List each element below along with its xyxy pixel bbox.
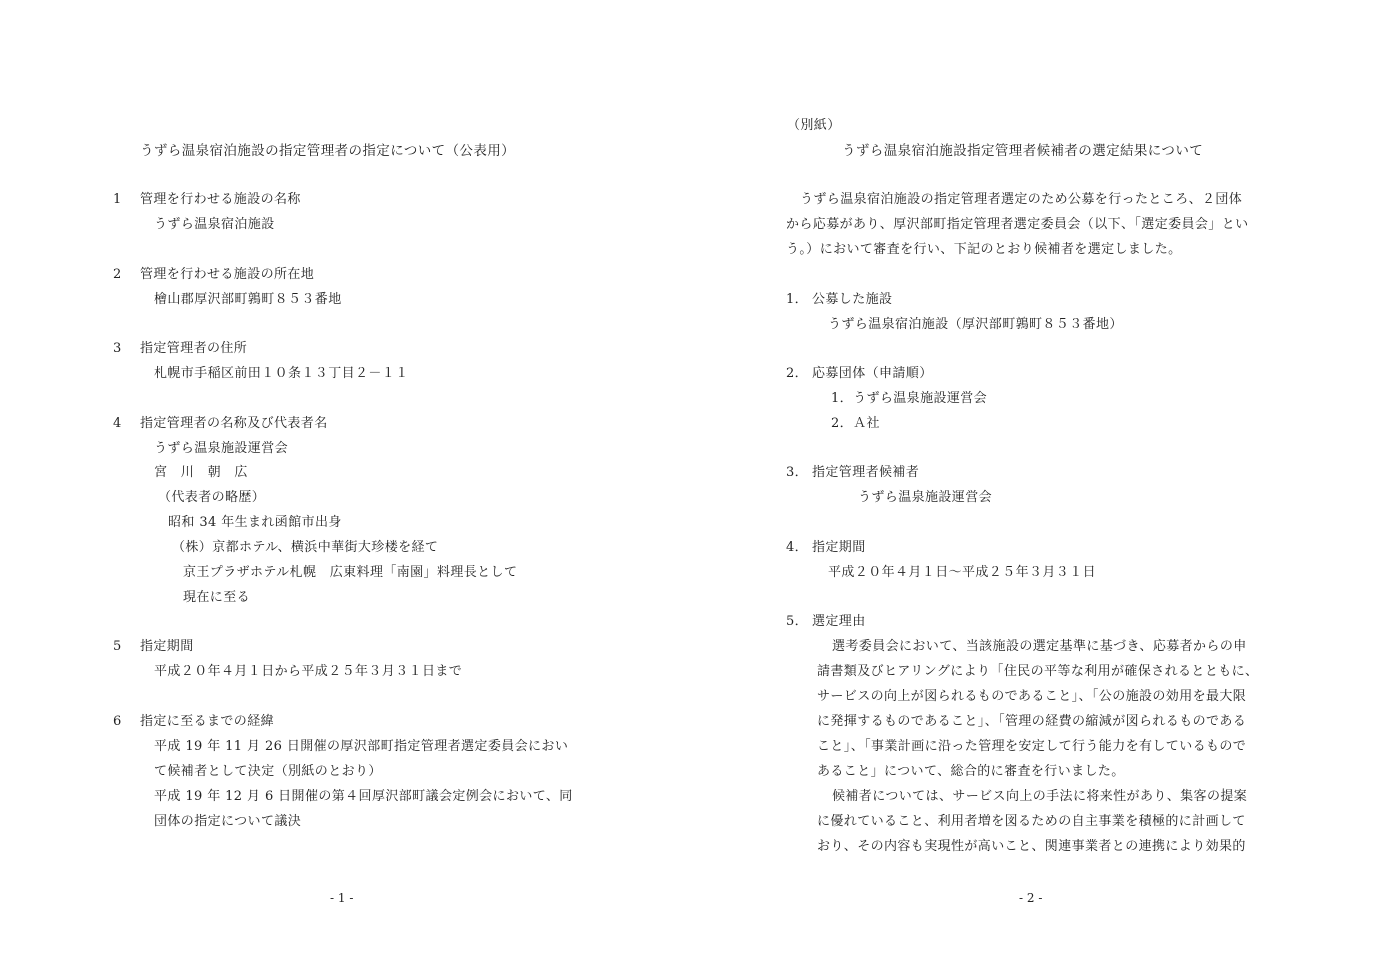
section-2-heading: 応募団体（申請順） — [812, 366, 933, 381]
attachment-label: （別紙） — [787, 118, 841, 133]
section-4-heading: 指定管理者の名称及び代表者名 — [140, 416, 328, 431]
page-1-title: うずら温泉宿泊施設の指定管理者の指定について（公表用） — [140, 143, 516, 159]
section-2-line: 2．Ａ社 — [831, 416, 880, 431]
intro-line: から応募があり、厚沢部町指定管理者選定委員会（以下、「選定委員会」とい — [786, 217, 1249, 232]
section-5-heading: 選定理由 — [812, 614, 866, 629]
section-3-heading: 指定管理者の住所 — [140, 341, 248, 356]
section-4-line: 昭和 34 年生まれ函館市出身 — [168, 515, 342, 530]
section-2-line: 檜山郡厚沢部町鶉町８５３番地 — [154, 292, 342, 307]
section-3-number: 3． — [786, 465, 809, 480]
section-3-heading: 指定管理者候補者 — [812, 465, 920, 480]
section-5-line: に優れていること、利用者増を図るための自主事業を積極的に計画して — [817, 814, 1246, 829]
section-2-line: 1．うずら温泉施設運営会 — [831, 391, 988, 406]
section-6-line: て候補者として決定（別紙のとおり） — [154, 764, 382, 779]
section-5-line: あること」について、総合的に審査を行いました。 — [817, 764, 1125, 779]
section-4-heading: 指定期間 — [812, 540, 866, 555]
section-5-line: 請書類及びヒアリングにより「住民の平等な利用が確保されるとともに、 — [817, 664, 1259, 679]
intro-line: うずら温泉宿泊施設の指定管理者選定のため公募を行ったところ、２団体 — [800, 192, 1243, 207]
section-1-number: 1． — [786, 292, 809, 307]
section-6-heading: 指定に至るまでの経緯 — [140, 714, 275, 729]
page-2-title: うずら温泉宿泊施設指定管理者候補者の選定結果について — [842, 143, 1204, 159]
page-number: - 2 - — [1019, 891, 1043, 905]
section-1-number: 1 — [113, 192, 122, 207]
section-5-heading: 指定期間 — [140, 639, 194, 654]
section-5-number: 5 — [113, 639, 122, 654]
section-5-line: サービスの向上が図られるものであること」、「公の施設の効用を最大限 — [817, 689, 1247, 704]
page-number: - 1 - — [330, 891, 354, 905]
section-5-line: に発揮するものであること」、「管理の経費の縮減が図られるものである — [817, 714, 1247, 729]
section-5-line: 候補者については、サービス向上の手法に将来性があり、集客の提案 — [832, 789, 1248, 804]
section-5-line: 平成２０年４月１日から平成２５年３月３１日まで — [154, 664, 463, 679]
section-1-line: うずら温泉宿泊施設 — [154, 217, 275, 232]
section-4-line: （代表者の略歴） — [158, 490, 266, 505]
section-6-number: 6 — [113, 714, 122, 729]
section-5-line: おり、その内容も実現性が高いこと、関連事業者との連携により効果的 — [817, 839, 1246, 854]
section-1-heading: 公募した施設 — [812, 292, 893, 307]
section-2-number: 2 — [113, 267, 122, 282]
section-3-line: 札幌市手稲区前田１０条１３丁目２－１１ — [154, 366, 409, 381]
section-6-line: 平成 19 年 12 月 6 日開催の第４回厚沢部町議会定例会において、同 — [154, 789, 573, 804]
section-4-number: 4． — [786, 540, 809, 555]
section-5-line: こと」、「事業計画に沿った管理を安定して行う能力を有しているもので — [817, 739, 1247, 754]
section-1-heading: 管理を行わせる施設の名称 — [140, 192, 301, 207]
section-2-number: 2． — [786, 366, 809, 381]
section-5-number: 5． — [786, 614, 809, 629]
section-4-number: 4 — [113, 416, 122, 431]
section-3-line: うずら温泉施設運営会 — [858, 490, 993, 505]
section-4-line: 宮 川 朝 広 — [154, 465, 248, 480]
section-4-line: うずら温泉施設運営会 — [154, 441, 289, 456]
section-4-line: （株）京都ホテル、横浜中華街大珍楼を経て — [172, 540, 439, 555]
section-2-heading: 管理を行わせる施設の所在地 — [140, 267, 315, 282]
section-4-line: 京王プラザホテル札幌 広東料理「南園」料理長として — [183, 565, 518, 580]
section-1-line: うずら温泉宿泊施設（厚沢部町鶉町８５３番地） — [828, 317, 1123, 332]
section-5-line: 選考委員会において、当該施設の選定基準に基づき、応募者からの申 — [832, 639, 1247, 654]
intro-line: う。）において審査を行い、下記のとおり候補者を選定しました。 — [786, 242, 1182, 257]
section-6-line: 平成 19 年 11 月 26 日開催の厚沢部町指定管理者選定委員会におい — [154, 739, 569, 754]
section-4-line: 平成２０年４月１日～平成２５年３月３１日 — [828, 565, 1097, 580]
section-6-line: 団体の指定について議決 — [154, 814, 302, 829]
section-4-line: 現在に至る — [183, 590, 251, 605]
section-3-number: 3 — [113, 341, 122, 356]
document-page-2 — [688, 0, 1376, 972]
